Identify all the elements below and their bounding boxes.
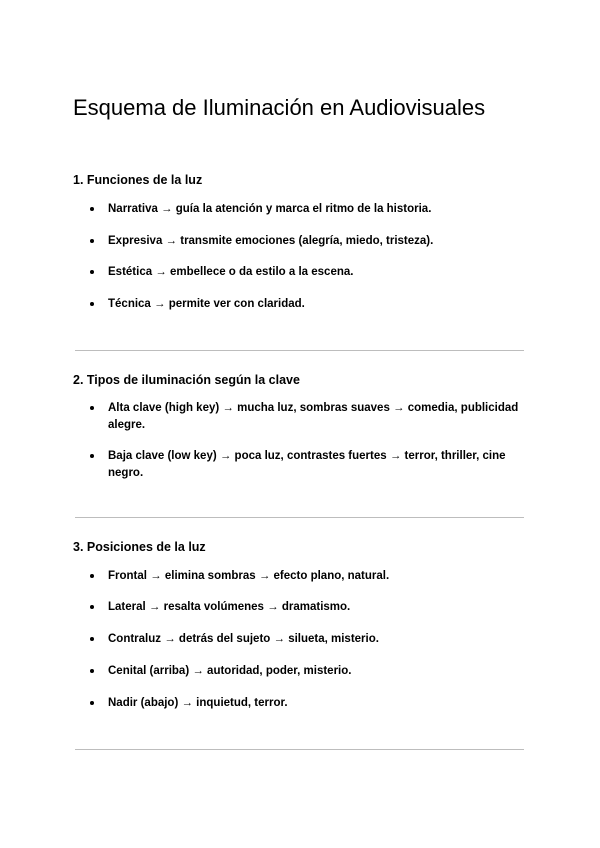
- bullet-icon: [90, 605, 94, 609]
- bullet-icon: [90, 302, 94, 306]
- bullet-icon: [90, 574, 94, 578]
- section-heading: 3. Posiciones de la luz: [73, 540, 206, 554]
- list-item-text: Narrativa → guía la atención y marca el ritmo de la historia.: [108, 203, 432, 215]
- list-item-text: Cenital (arriba) → autoridad, poder, misterio.: [108, 665, 352, 677]
- section-divider: [75, 749, 524, 750]
- section-heading: 1. Funciones de la luz: [73, 173, 203, 187]
- section-heading: 2. Tipos de iluminación según la clave: [73, 373, 300, 387]
- bullet-icon: [90, 637, 94, 641]
- bullet-icon: [90, 701, 94, 705]
- list-item-text: Contraluz → detrás del sujeto → silueta, misterio.: [108, 633, 379, 645]
- list-item-text: Estética → embellece o da estilo a la escena.: [108, 266, 354, 278]
- bullet-icon: [90, 239, 94, 243]
- list-item-text: Baja clave (low key) → poca luz, contrastes fuertes → terror, thriller, cine negro.: [108, 450, 506, 479]
- list-item-text: Frontal → elimina sombras → efecto plano, natural.: [108, 570, 390, 582]
- bullet-icon: [90, 454, 94, 458]
- bullet-icon: [90, 207, 94, 211]
- list-item-text: Alta clave (high key) → mucha luz, sombras suaves → comedia, publicidad alegre.: [108, 402, 519, 431]
- bullet-icon: [90, 406, 94, 410]
- section-divider: [75, 517, 524, 518]
- bullet-icon: [90, 270, 94, 274]
- page-title: Esquema de Iluminación en Audiovisuales: [73, 95, 486, 120]
- list-item-text: Técnica → permite ver con claridad.: [108, 298, 305, 310]
- bullet-icon: [90, 669, 94, 673]
- list-item-text: Lateral → resalta volúmenes → dramatismo.: [108, 601, 351, 613]
- list-item-text: Nadir (abajo) → inquietud, terror.: [108, 697, 288, 709]
- list-item-text: Expresiva → transmite emociones (alegría, miedo, tristeza).: [108, 235, 434, 247]
- section-divider: [75, 350, 524, 351]
